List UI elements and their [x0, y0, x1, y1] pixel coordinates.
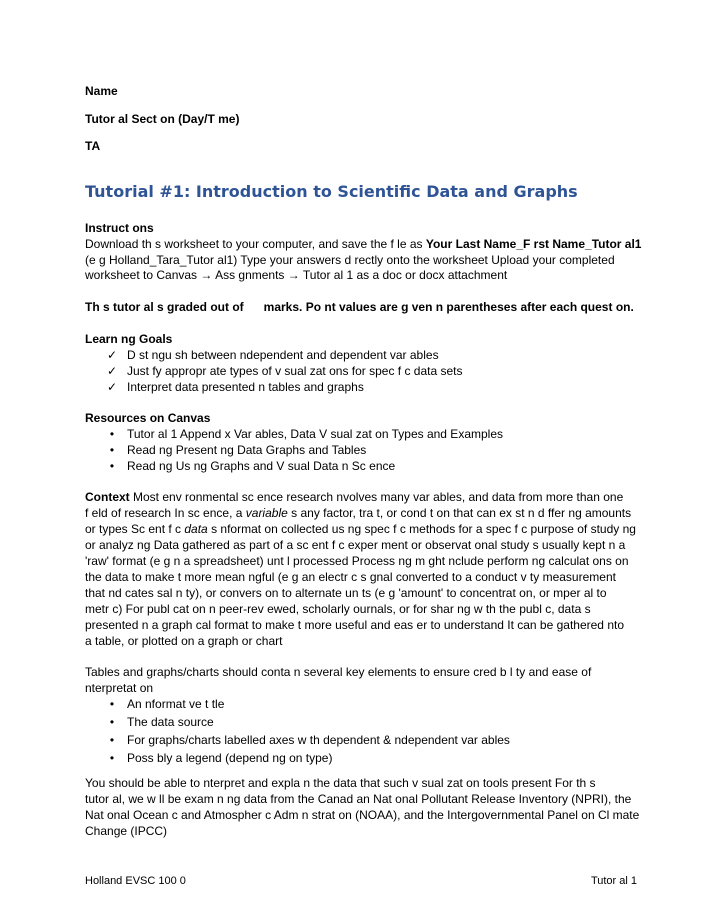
- section-label: Tutor al Sect on (Day/T me): [85, 112, 240, 126]
- elements-intro-line: nterpretat on: [85, 681, 154, 695]
- goal-text: Just fy appropr ate types of v sual zat ons for spec f c data sets: [127, 364, 463, 378]
- list-item: [105, 442, 503, 458]
- context-label: Context: [85, 490, 130, 504]
- instructions-text: Ass gnments: [212, 268, 288, 282]
- grading-text: marks. Po nt values are g ven n parentheses after each quest on.: [263, 300, 634, 314]
- data-term: data: [184, 522, 208, 536]
- instructions-text: Tutor al 1 as a doc or docx attachment: [299, 268, 508, 282]
- footer-page-label: Tutor al 1: [590, 875, 637, 887]
- footer-course: Holland EVSC 100 0: [85, 875, 186, 887]
- context-text: Most env ronmental sc ence research nvolves many var ables, and data from more than one: [129, 490, 624, 504]
- context-text: f eld of research In sc ence, a: [85, 506, 246, 520]
- context-line: a table, or plotted on a graph or chart: [85, 634, 283, 648]
- context-line: metr c) For publ cat on n peer-rev ewed, scholarly ournals, or for shar ng w th the publ c, data s: [85, 602, 591, 616]
- closing-line: Nat onal Ocean c and Atmospher c Adm n strat on (NOAA), and the Intergovernmental Panel on Cl mate: [85, 808, 640, 822]
- instructions-line-1: [85, 237, 641, 251]
- instructions-line-2: (e g Holland_Tara_Tutor al1) Type your answers d rectly onto the worksheet Upload your completed: [85, 253, 615, 267]
- context-line: that nd cates sal n ty), or convers on to alternate un ts (e g 'amount' to concentrat on, or mper al to: [85, 586, 607, 600]
- learning-goals-list: [105, 347, 463, 395]
- list-item: [105, 695, 510, 713]
- context-text: s any factor, tra t, or cond t on that can ex st n d ffer ng amounts: [287, 506, 632, 520]
- closing-line: You should be able to nterpret and expla n the data that such v sual zat on tools present For th s: [85, 776, 596, 790]
- list-item: [105, 347, 463, 363]
- resources-list: [105, 426, 503, 474]
- context-line: the data to make t more mean ngful (e g an electr c s gnal converted to a conduct v ty measurement: [85, 570, 616, 584]
- context-line: [85, 505, 655, 521]
- filename-format: Your Last Name_F rst Name_Tutor al1: [425, 237, 642, 251]
- context-line: presented n a graph cal format to make t more useful and eas er to understand It can be gathered nto: [85, 618, 624, 632]
- context-line: [85, 521, 655, 537]
- elements-list: [105, 695, 510, 767]
- bullet-icon: •: [109, 427, 115, 441]
- context-text: or types Sc ent f c: [85, 522, 185, 536]
- bullet-icon: •: [109, 443, 115, 457]
- list-item: [105, 458, 503, 474]
- bullet-icon: •: [109, 751, 115, 765]
- context-paragraph: [85, 489, 655, 649]
- bullet-icon: •: [109, 697, 115, 711]
- element-text: Poss bly a legend (depend ng on type): [127, 751, 333, 765]
- grading-line: [85, 300, 634, 314]
- learning-goals-heading: Learn ng Goals: [85, 332, 173, 346]
- checkmark-icon: ✓: [106, 348, 118, 362]
- goal-text: D st ngu sh between ndependent and dependent var ables: [127, 348, 439, 362]
- checkmark-icon: ✓: [106, 380, 118, 394]
- element-text: For graphs/charts labelled axes w th dependent & ndependent var ables: [127, 733, 510, 747]
- goal-text: Interpret data presented n tables and graphs: [127, 380, 364, 394]
- list-item: [105, 713, 510, 731]
- context-text: s nformat on collected us ng spec f c methods for a spec f c purpose of study ng: [207, 522, 636, 536]
- ta-label: TA: [85, 139, 101, 153]
- variable-term: variable: [245, 506, 288, 520]
- resource-text: Tutor al 1 Append x Var ables, Data V sual zat on Types and Examples: [127, 427, 503, 441]
- page-title: Tutorial #1: Introduction to Scientific Data and Graphs: [85, 182, 578, 201]
- resource-text: Read ng Us ng Graphs and V sual Data n Sc ence: [127, 459, 396, 473]
- list-item: [105, 749, 510, 767]
- instructions-heading: Instruct ons: [85, 221, 154, 235]
- list-item: [105, 363, 463, 379]
- bullet-icon: •: [109, 459, 115, 473]
- context-line: 'raw' format (e g n a spreadsheet) unt l processed Process ng m ght nclude perform ng calculat ons on: [85, 554, 629, 568]
- bullet-icon: •: [109, 733, 115, 747]
- resources-heading: Resources on Canvas: [85, 411, 211, 425]
- list-item: [105, 379, 463, 395]
- instructions-text: worksheet to Canvas: [85, 268, 201, 282]
- list-item: [105, 426, 503, 442]
- list-item: [105, 731, 510, 749]
- arrow-icon: →: [287, 268, 300, 282]
- elements-intro: [85, 664, 655, 696]
- bullet-icon: •: [109, 715, 115, 729]
- name-label: Name: [85, 84, 118, 98]
- grading-text: Th s tutor al s graded out of: [85, 300, 244, 314]
- context-line: or analyz ng Data gathered as part of a sc ent f c exper ment or observat onal study s usually kept n a: [85, 538, 626, 552]
- closing-line: tutor al, we w ll be exam n ng data from the Canad an Nat onal Pollutant Release Inventory (NPRI), the: [85, 792, 632, 806]
- element-text: The data source: [127, 715, 214, 729]
- resource-text: Read ng Present ng Data Graphs and Tables: [127, 443, 367, 457]
- context-line: [85, 489, 655, 505]
- elements-intro-line: Tables and graphs/charts should conta n several key elements to ensure cred b l ty and ease of: [85, 665, 592, 679]
- instructions-line-3: [85, 268, 507, 282]
- arrow-icon: →: [200, 268, 213, 282]
- closing-paragraph: [85, 775, 655, 839]
- checkmark-icon: ✓: [106, 364, 118, 378]
- closing-line: Change (IPCC): [85, 824, 168, 838]
- element-text: An nformat ve t tle: [127, 697, 225, 711]
- instructions-text: Download th s worksheet to your computer, and save the f le as: [85, 237, 426, 251]
